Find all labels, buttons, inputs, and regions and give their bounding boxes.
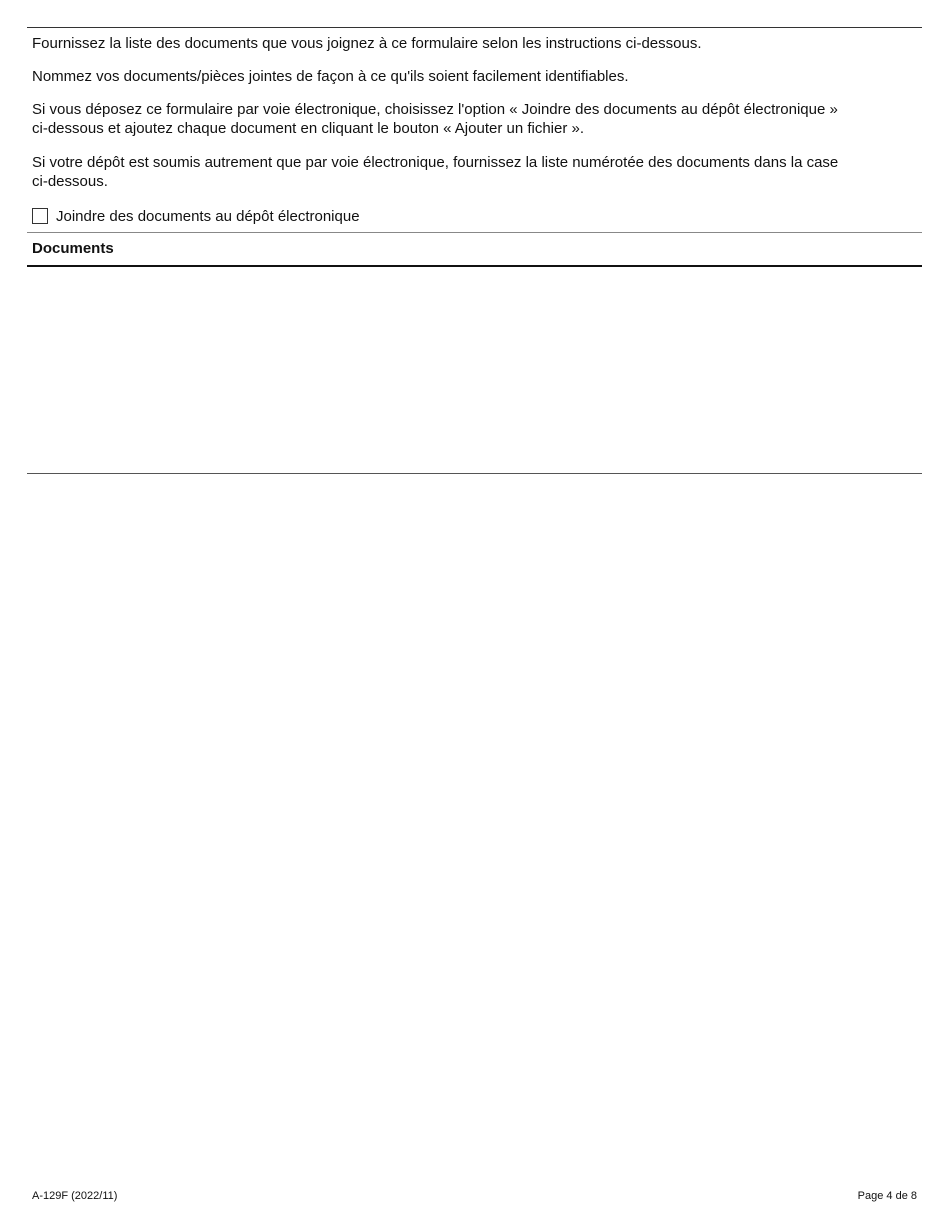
attach-documents-label: Joindre des documents au dépôt électronique bbox=[56, 207, 360, 225]
documents-section-header: Documents bbox=[32, 240, 114, 257]
attach-documents-option[interactable] bbox=[32, 206, 360, 226]
form-identifier: A-129F (2022/11) bbox=[32, 1190, 118, 1202]
documents-list-field[interactable] bbox=[27, 267, 922, 472]
instruction-name-documents bbox=[32, 67, 902, 86]
instruction-text: Nommez vos documents/pièces jointes de façon à ce qu'ils soient facilement identifiables. bbox=[32, 68, 629, 85]
page-number: Page 4 de 8 bbox=[857, 1190, 917, 1202]
documents-bottom-divider bbox=[27, 473, 922, 474]
instruction-text-line: Si vous déposez ce formulaire par voie électronique, choisissez l'option « Joindre des documents au dépôt électronique » bbox=[32, 101, 838, 118]
attach-documents-checkbox[interactable] bbox=[32, 208, 48, 224]
instruction-text-line: Si votre dépôt est soumis autrement que par voie électronique, fournissez la liste numérotée des documents dans la case bbox=[32, 154, 839, 171]
instruction-text: Fournissez la liste des documents que vous joignez à ce formulaire selon les instructions ci-dessous. bbox=[32, 35, 702, 52]
instruction-text-line: ci-dessous et ajoutez chaque document en cliquant le bouton « Ajouter un fichier ». bbox=[32, 120, 585, 137]
top-divider bbox=[27, 27, 922, 28]
instruction-list-documents bbox=[32, 34, 902, 53]
instruction-non-electronic-filing bbox=[32, 153, 902, 191]
section-divider bbox=[27, 232, 922, 233]
instruction-electronic-filing bbox=[32, 100, 902, 138]
instruction-text-line: ci-dessous. bbox=[32, 173, 108, 190]
